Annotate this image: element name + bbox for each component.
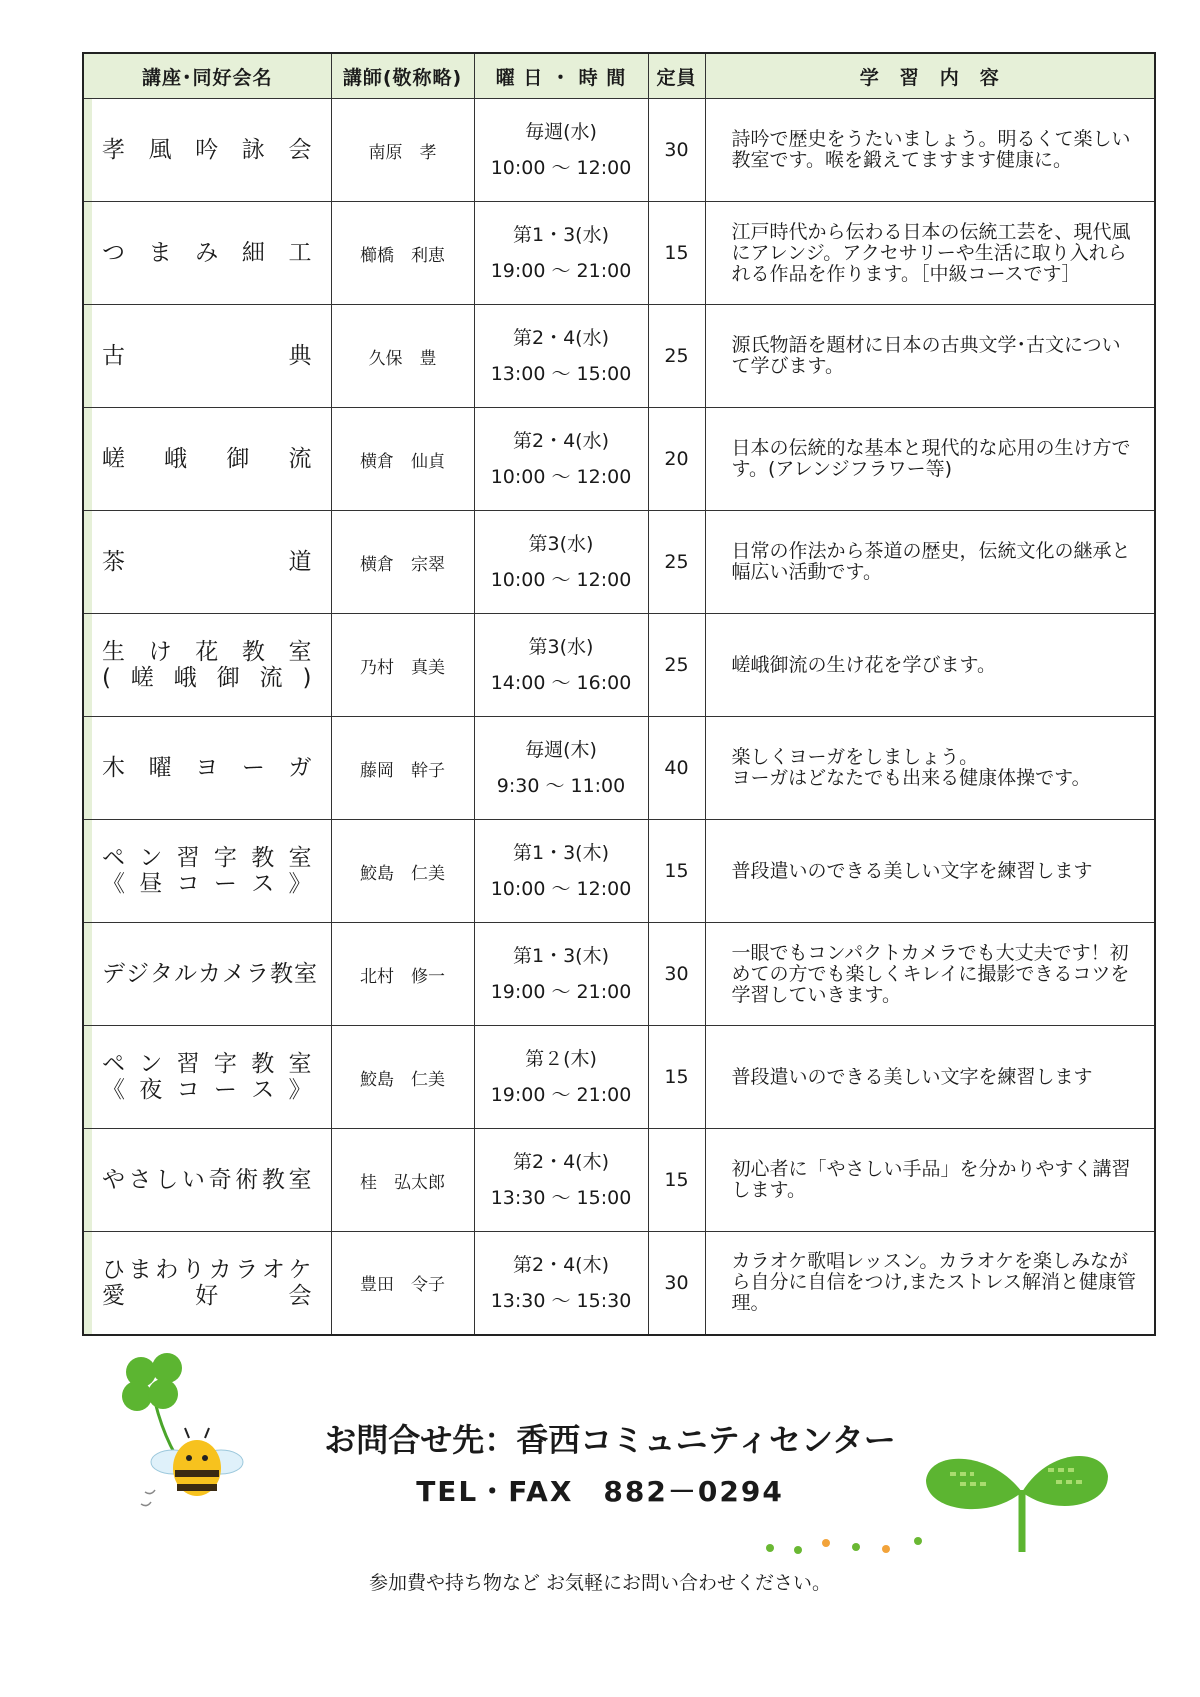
course-name-char: 生 (102, 639, 126, 665)
contact-tel-fax: TEL・FAX 882－0294 (416, 1475, 784, 1508)
course-name-char: ケ (288, 1256, 313, 1283)
course-name-char: 典 (288, 343, 313, 369)
course-name-char: 奇 (208, 1167, 233, 1193)
course-name-char: 嵯 (130, 665, 155, 691)
course-name-char: 孝 (102, 137, 126, 163)
instructor-name: 南原 孝 (331, 99, 474, 202)
schedule-time: 10:00 ～ 12:00 (490, 878, 632, 900)
course-name-char: 工 (288, 240, 313, 266)
table-row (83, 614, 1155, 717)
course-name-char: ー (213, 1077, 238, 1103)
course-name-char: 峨 (164, 446, 189, 472)
course-name-char: カ (208, 1256, 233, 1283)
course-name-char: 字 (213, 1051, 238, 1077)
course-name-char: 古 (102, 343, 126, 369)
course-description: 嵯峨御流の生け花を学びます。 (705, 614, 1155, 717)
schedule-time: 10:00 ～ 12:00 (490, 466, 632, 488)
instructor-name: 鮫島 仁美 (331, 1026, 474, 1129)
course-name-char: オ (261, 1256, 286, 1283)
course-description: 江戸時代から伝わる日本の伝統工芸を、現代風にアレンジ。アクセサリーや生活に取り入れられる作品を作ります。［中級コースです］ (705, 202, 1155, 305)
table-row (83, 305, 1155, 408)
course-name-line (102, 137, 313, 163)
schedule-day: 毎週(木) (525, 739, 597, 761)
course-name-char: ) (302, 665, 313, 691)
table-row (83, 820, 1155, 923)
course-name-line (102, 343, 313, 369)
header-capacity: 定員 (648, 53, 705, 99)
course-name-char: ー (213, 871, 238, 897)
capacity: 25 (648, 305, 705, 408)
course-name-char: ジ (126, 961, 150, 987)
capacity: 25 (648, 614, 705, 717)
capacity: 30 (648, 99, 705, 202)
schedule-time: 14:00 ～ 16:00 (490, 672, 632, 694)
schedule-day: 第3(水) (528, 636, 594, 658)
capacity: 15 (648, 820, 705, 923)
capacity: 30 (648, 1232, 705, 1335)
course-name-char: い (181, 1167, 206, 1193)
course-name-char: 木 (102, 755, 126, 781)
course-name-char: 御 (216, 665, 241, 691)
instructor-name: 横倉 宗翠 (331, 511, 474, 614)
instructor-name: 久保 豊 (331, 305, 474, 408)
schedule-time: 10:00 ～ 12:00 (490, 157, 632, 179)
capacity: 15 (648, 202, 705, 305)
course-name-line (102, 1167, 313, 1193)
course-name-char: ひ (102, 1256, 126, 1283)
footer-note: 参加費や持ち物など お気軽にお問い合わせください。 (368, 1572, 832, 1594)
course-name-char: け (148, 639, 173, 665)
course-name-line (102, 845, 313, 871)
course-name-char: さ (128, 1167, 153, 1193)
course-name-char: 風 (148, 137, 173, 163)
course-name-char: 御 (226, 446, 251, 472)
schedule-cell (474, 408, 648, 511)
course-name-line (102, 446, 313, 472)
course-name-char: ペ (102, 845, 126, 871)
course-name-char: ー (241, 755, 266, 781)
course-name-char: ペ (102, 1051, 126, 1077)
header-instructor: 講師(敬称略) (331, 53, 474, 99)
schedule-cell (474, 305, 648, 408)
course-name-char: わ (155, 1256, 180, 1283)
schedule-time: 19:00 ～ 21:00 (490, 1084, 632, 1106)
course-name (83, 1026, 331, 1129)
schedule-cell (474, 614, 648, 717)
instructor-name: 横倉 仙貞 (331, 408, 474, 511)
course-name-char: ま (128, 1256, 153, 1283)
instructor-name: 藤岡 幹子 (331, 717, 474, 820)
schedule-day: 第1・3(木) (512, 945, 609, 967)
header-course-name: 講座･同好会名 (83, 53, 331, 99)
schedule-day: 第２(木) (525, 1048, 597, 1070)
course-name (83, 202, 331, 305)
schedule-cell (474, 1232, 648, 1335)
course-name-char: カ (198, 961, 222, 987)
schedule-cell (474, 820, 648, 923)
course-name-char: ル (174, 961, 198, 987)
course-name-char: 好 (195, 1282, 220, 1309)
course-name-char: 愛 (102, 1282, 126, 1309)
course-name-char: コ (176, 871, 201, 897)
course-description: カラオケ歌唱レッスン。カラオケを楽しみながら自分に自信をつけ,またストレス解消と健康管理。 (705, 1232, 1155, 1335)
table-row (83, 202, 1155, 305)
course-name-char: 室 (288, 1167, 313, 1193)
instructor-name: 櫛橋 利恵 (331, 202, 474, 305)
course-name (83, 511, 331, 614)
capacity: 25 (648, 511, 705, 614)
course-name-char: ス (251, 1077, 276, 1103)
schedule-cell (474, 923, 648, 1026)
schedule-cell (474, 99, 648, 202)
course-name (83, 614, 331, 717)
course-name-char: 室 (288, 845, 313, 871)
course-name-char: 細 (241, 240, 266, 266)
course-name-line (102, 549, 313, 575)
capacity: 40 (648, 717, 705, 820)
table-row (83, 717, 1155, 820)
course-name (83, 99, 331, 202)
schedule-day: 第1・3(木) (512, 842, 609, 864)
table-row (83, 408, 1155, 511)
course-name-char: り (181, 1256, 206, 1283)
table-row (83, 1129, 1155, 1232)
course-name-char: ラ (246, 961, 270, 987)
course-name (83, 717, 331, 820)
course-name-line (102, 665, 313, 691)
course-name-char: 《 (102, 871, 126, 897)
schedule-time: 13:30 ～ 15:00 (490, 1187, 632, 1209)
course-description: 普段遣いのできる美しい文字を練習します (705, 1026, 1155, 1129)
table-row (83, 1026, 1155, 1129)
table-row (83, 511, 1155, 614)
course-name-char: や (102, 1167, 126, 1193)
course-name-char: 流 (259, 665, 284, 691)
course-name-char: 《 (102, 1077, 126, 1103)
course-name-char: メ (222, 961, 246, 987)
capacity: 20 (648, 408, 705, 511)
schedule-cell (474, 717, 648, 820)
schedule-day: 第2・4(水) (512, 430, 609, 452)
course-name-line (102, 871, 313, 897)
course-description: 詩吟で歴史をうたいましょう。明るくて楽しい教室です。喉を鍛えてますます健康に。 (705, 99, 1155, 202)
course-description: 楽しくヨーガをしましょう。 ヨーガはどなたでも出来る健康体操です。 (705, 717, 1155, 820)
course-name-char: 教 (261, 1167, 286, 1193)
instructor-name: 豊田 令子 (331, 1232, 474, 1335)
schedule-cell (474, 1026, 648, 1129)
schedule-day: 第2・4(木) (512, 1253, 609, 1276)
course-name-char: ン (139, 1051, 164, 1077)
course-description: 初心者に「やさしい手品」を分かりやすく講習します。 (705, 1129, 1155, 1232)
schedule-day: 第3(水) (528, 533, 594, 555)
course-name-char: 教 (241, 639, 266, 665)
course-name-char: ヨ (195, 755, 220, 781)
course-name-char: 昼 (139, 871, 164, 897)
schedule-time: 19:00 ～ 21:00 (490, 260, 632, 282)
course-name-char: 流 (288, 446, 313, 472)
course-name-line (102, 961, 318, 987)
course-name-char: 習 (176, 1051, 201, 1077)
header-schedule: 曜 日 ・ 時 間 (474, 53, 648, 99)
instructor-name: 鮫島 仁美 (331, 820, 474, 923)
course-name (83, 820, 331, 923)
course-name (83, 408, 331, 511)
schedule-time: 13:00 ～ 15:00 (490, 363, 632, 385)
capacity: 15 (648, 1129, 705, 1232)
course-name-line (102, 1077, 313, 1103)
course-name-char: 教 (251, 845, 276, 871)
course-name-char: 教 (270, 961, 294, 987)
instructor-name: 乃村 真美 (331, 614, 474, 717)
course-name-char: 花 (195, 639, 220, 665)
schedule-day: 毎週(水) (525, 121, 597, 143)
table-row (83, 1232, 1155, 1335)
course-description: 源氏物語を題材に日本の古典文学･古文について学びます。 (705, 305, 1155, 408)
course-name-char: 会 (288, 137, 313, 163)
course-name-char: 習 (176, 845, 201, 871)
course-name-line (102, 240, 313, 266)
course-name-line (102, 1257, 313, 1283)
course-name-char: 字 (213, 845, 238, 871)
table-row (83, 99, 1155, 202)
course-name-char: 吟 (195, 137, 220, 163)
course-name-char: 曜 (148, 755, 173, 781)
course-name-char: ラ (235, 1256, 260, 1283)
course-name (83, 923, 331, 1026)
course-name-char: 室 (288, 1051, 313, 1077)
course-name-char: コ (176, 1077, 201, 1103)
course-name-char: ( (102, 665, 112, 691)
schedule-time: 13:30 ～ 15:30 (490, 1289, 632, 1312)
course-name-char: タ (150, 961, 174, 987)
course-name-char: 嵯 (102, 446, 126, 472)
course-name (83, 305, 331, 408)
course-name-line (102, 755, 313, 781)
course-name-line (102, 1051, 313, 1077)
course-name-char: ま (148, 240, 173, 266)
course-name-line (102, 639, 313, 665)
course-description: 日本の伝統的な基本と現代的な応用の生け方です。(アレンジフラワー等) (705, 408, 1155, 511)
course-name-char: つ (102, 240, 126, 266)
header-content: 学 習 内 容 (705, 53, 1155, 99)
course-name-char: 室 (288, 639, 313, 665)
course-name-char: ス (251, 871, 276, 897)
course-name-char: 茶 (102, 549, 126, 575)
course-name-char: 詠 (241, 137, 266, 163)
instructor-name: 北村 修一 (331, 923, 474, 1026)
schedule-day: 第2・4(木) (512, 1151, 609, 1173)
course-name-line (102, 1283, 313, 1309)
schedule-time: 19:00 ～ 21:00 (490, 981, 632, 1003)
course-name-char: 室 (294, 961, 318, 987)
course-description: 普段遣いのできる美しい文字を練習します (705, 820, 1155, 923)
schedule-cell (474, 202, 648, 305)
course-description: 一眼でもコンパクトカメラでも大丈夫です！初めての方でも楽しくキレイに撮影できるコツを学習していきます。 (705, 923, 1155, 1026)
course-name-char: デ (102, 961, 126, 987)
capacity: 30 (648, 923, 705, 1026)
course-name-char: ン (139, 845, 164, 871)
course-description: 日常の作法から茶道の歴史，伝統文化の継承と幅広い活動です。 (705, 511, 1155, 614)
schedule-time: 9:30 ～ 11:00 (496, 775, 626, 797)
schedule-cell (474, 1129, 648, 1232)
course-name-char: 夜 (139, 1077, 164, 1103)
instructor-name: 桂 弘太郎 (331, 1129, 474, 1232)
course-name-char: 会 (288, 1282, 313, 1309)
course-name (83, 1129, 331, 1232)
course-name-char: み (195, 240, 220, 266)
schedule-day: 第1・3(水) (512, 224, 609, 246)
table-header-row (83, 53, 1155, 99)
course-name-char: 教 (251, 1051, 276, 1077)
contact-title: お問合せ先：香西コミュニティセンター (324, 1421, 896, 1459)
capacity: 15 (648, 1026, 705, 1129)
course-name-char: 道 (288, 549, 313, 575)
course-name (83, 1232, 331, 1335)
course-table (82, 52, 1156, 1336)
schedule-time: 10:00 ～ 12:00 (490, 569, 632, 591)
course-name-char: 》 (288, 871, 313, 897)
course-name-char: 術 (235, 1167, 260, 1193)
course-name-char: 》 (288, 1077, 313, 1103)
course-name-char: 峨 (173, 665, 198, 691)
sprout-icon (760, 1440, 1110, 1560)
schedule-day: 第2・4(水) (512, 327, 609, 349)
course-name-char: し (155, 1167, 180, 1193)
course-name-char: ガ (288, 755, 313, 781)
schedule-cell (474, 511, 648, 614)
table-row (83, 923, 1155, 1026)
